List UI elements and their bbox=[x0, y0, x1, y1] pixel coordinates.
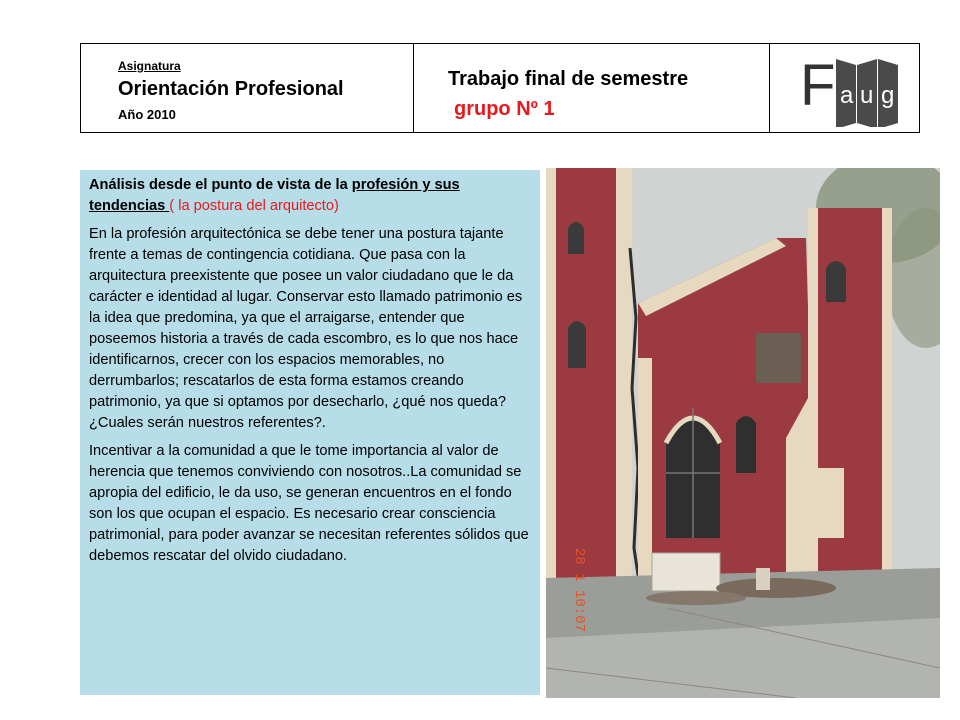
heading-note: ( la postura del arquitecto) bbox=[169, 198, 339, 214]
course-title: Orientación Profesional bbox=[118, 78, 344, 100]
work-title: Trabajo final de semestre bbox=[448, 68, 689, 90]
header-box bbox=[80, 43, 920, 133]
photo-date-stamp: 28 1 10:07 bbox=[571, 548, 587, 633]
subject-label: Asignatura bbox=[118, 59, 181, 73]
logo-letter-f: F bbox=[800, 53, 836, 118]
logo-letter-u: u bbox=[860, 82, 874, 109]
logo-cell bbox=[770, 44, 919, 132]
logo-letter-g: g bbox=[881, 82, 895, 109]
heading-underlined: profesión y sus tendencias bbox=[89, 177, 460, 214]
group-label: grupo Nº 1 bbox=[454, 98, 555, 120]
analysis-heading bbox=[89, 175, 532, 217]
logo-letter-a: a bbox=[840, 82, 854, 109]
paragraph-1: En la profesión arquitectónica se debe tener una postura tajante frente a temas de contingencia cotidiana. Que pasa con la arquitectura preexistente que posee un valor ciudadano que le da carácter e identidad al lugar. Conservar esto llamado patrimonio es la idea que predomina, ya que el arraigarse, entender que poseemos historia a través de cada escombro, es lo que nos hace identificarnos, crecer con los espacios memorables, no derrumbarlos; rescatarlos de esta forma estamos creando patrimonio, ya que si optamos por desecharlo, ¿qué nos queda? ¿Cuales serán nuestros referentes?. bbox=[89, 226, 523, 431]
analysis-panel bbox=[80, 170, 540, 695]
church-damage-photo bbox=[546, 168, 940, 698]
course-year: Año 2010 bbox=[118, 107, 176, 122]
heading-text: Análisis desde el punto de vista de la bbox=[89, 177, 352, 193]
course-cell bbox=[81, 44, 414, 132]
paragraph-2: Incentivar a la comunidad a que le tome importancia al valor de herencia que tenemos conviviendo con nosotros..La comunidad se apropia del edificio, le da uso, se generan encuentros en el fondo son los que ocupan el espacio. Es necesario crear consciencia patrimonial, para poder avanzar se necesitan referentes sólidos que debemos rescatar del olvido ciudadano. bbox=[89, 443, 529, 564]
faug-logo bbox=[794, 47, 904, 127]
work-cell bbox=[414, 44, 770, 132]
